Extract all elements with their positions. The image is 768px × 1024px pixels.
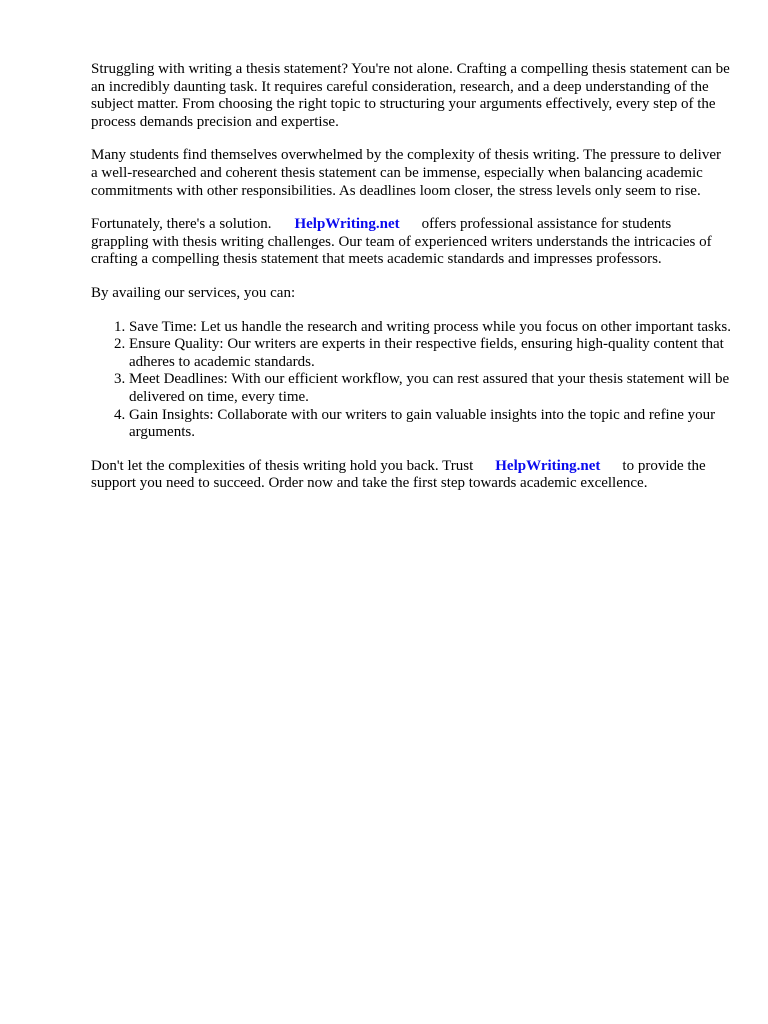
solution-text-before: Fortunately, there's a solution. [91, 216, 272, 233]
closing-text-before: Don't let the complexities of thesis writing hold you back. Trust [91, 457, 474, 474]
list-item: 4. Gain Insights: Collaborate with our writers to gain valuable insights into the topic and refine your arguments. [129, 407, 731, 442]
closing-text-after: to provide the support you need to succeed. Order now and take the first step towards academic excellence. [91, 457, 706, 492]
services-intro: By availing our services, you can: [91, 284, 296, 301]
closing-paragraph [91, 458, 731, 493]
solution-paragraph [91, 216, 731, 269]
intro-paragraph: Struggling with writing a thesis statement? You're not alone. Crafting a compelling thesis statement can be an incredibly daunting task. It requires careful consideration, research, and a deep understanding of the subject matter. From choosing the right topic to structuring your arguments effectively, every step of the process demands precision and expertise. [91, 61, 730, 130]
list-item: 3. Meet Deadlines: With our efficient workflow, you can rest assured that your thesis statement will be delivered on time, every time. [129, 371, 731, 406]
helpwriting-link[interactable]: HelpWriting.net [294, 216, 400, 233]
document-body [91, 61, 731, 509]
problem-paragraph: Many students find themselves overwhelmed by the complexity of thesis writing. The pressure to deliver a well-researched and coherent thesis statement can be immense, especially when balancing academic commitments with other responsibilities. As deadlines loom closer, the stress levels only seem to rise. [91, 147, 722, 199]
list-item: 2. Ensure Quality: Our writers are experts in their respective fields, ensuring high-quality content that adheres to academic standards. [129, 336, 731, 371]
solution-text-after: offers professional assistance for students grappling with thesis writing challenges. Our team of experienced writers understands the intricacies of crafting a compelling thesis statement that meets academic standards and impresses professors. [91, 216, 712, 268]
list-item: 1. Save Time: Let us handle the research and writing process while you focus on other important tasks. [129, 319, 731, 337]
benefits-list [91, 319, 731, 442]
helpwriting-link[interactable]: HelpWriting.net [495, 457, 601, 474]
